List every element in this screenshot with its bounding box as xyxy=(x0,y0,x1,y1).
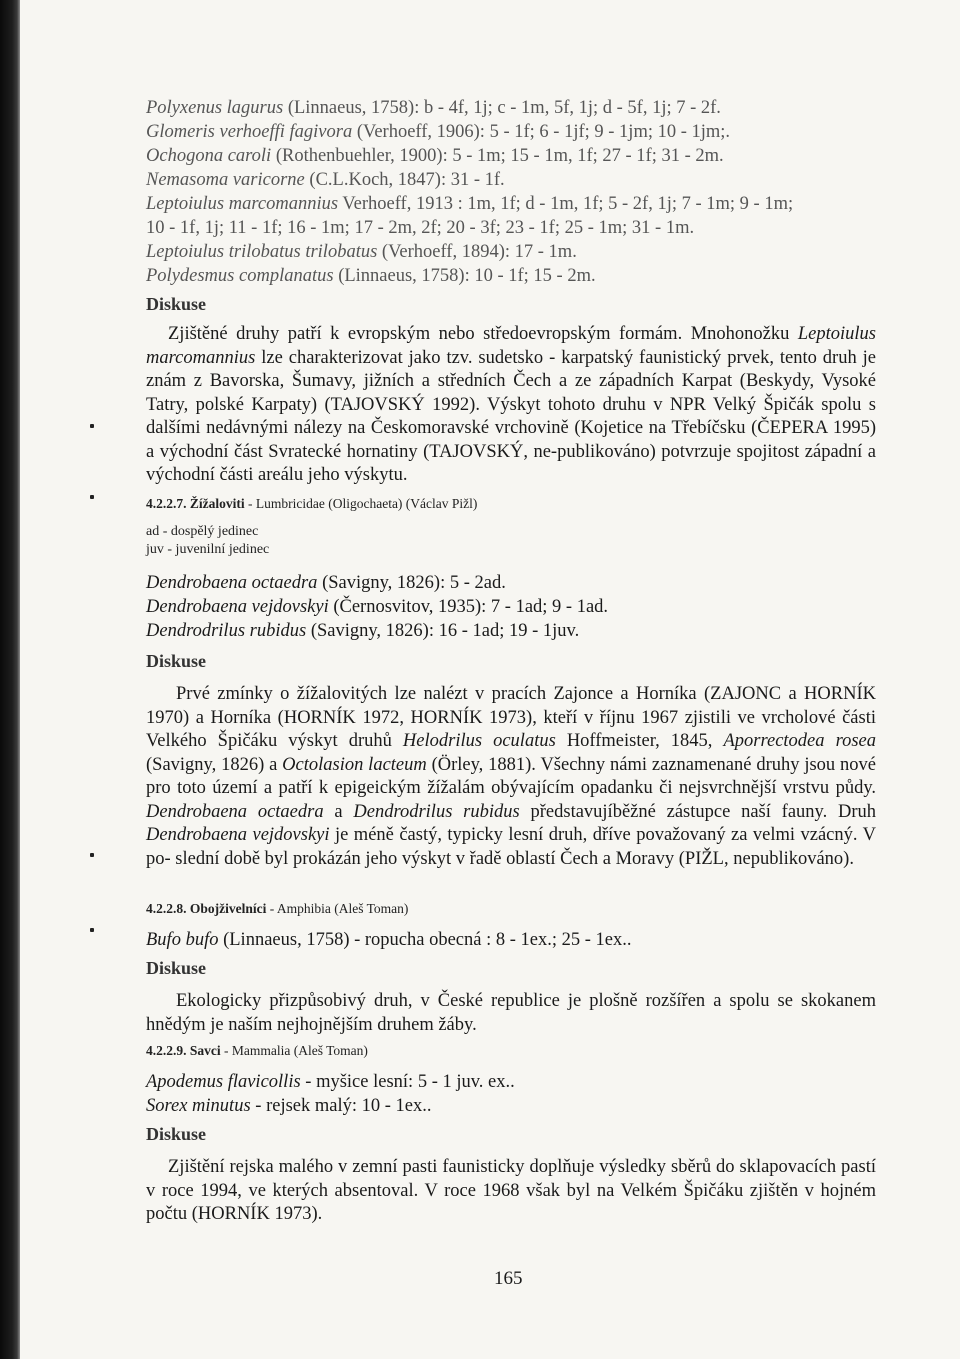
species-record xyxy=(146,169,876,191)
species-record xyxy=(146,193,876,215)
species-name: Dendrodrilus rubidus xyxy=(146,621,307,641)
species-name: Sorex minutus xyxy=(146,1096,251,1116)
species-record xyxy=(146,596,876,618)
species-name: Dendrodrilus rubidus xyxy=(353,801,520,822)
species-name: Glomeris verhoeffi fagivora xyxy=(146,122,353,142)
species-details: (Savigny, 1826): 5 - 2ad. xyxy=(317,573,506,593)
species-details: - rejsek malý: 10 - 1ex.. xyxy=(250,1096,432,1116)
species-name: Apodemus flavicollis xyxy=(146,1072,301,1092)
species-details: (C.L.Koch, 1847): 31 - 1f. xyxy=(304,170,505,190)
discussion-heading: Diskuse xyxy=(146,1124,207,1144)
species-details: (Rothenbuehler, 1900): 5 - 1m; 15 - 1m, 1f; 27 - 1f; 31 - 2m. xyxy=(271,146,724,166)
species-name: Polyxenus lagurus xyxy=(146,98,284,118)
species-name: Dendrobaena vejdovskyi xyxy=(146,597,329,617)
page-number: 165 xyxy=(494,1268,523,1289)
species-name: Nemasoma varicorne xyxy=(146,170,305,190)
discussion-paragraph-earthworms: Prvé zmínky o žížalovitých lze nalézt v pracích Zajonce a Horníka (ZAJONC a HORNÍK 1970) a Horníka (HORNÍK 1972, HORNÍK 1973), kteří v říjnu 1967 zjistili ve vrcholové části Velkého Špičáku výskyt druhů Helodrilus oculatus Hoffmeister, 1845, Aporrectodea rosea (Savigny, 1826) a Octolasion lacteum (Örley, 1881). Všechny námi zaznamenané druhy jsou nové pro toto území a patří k epigeickým žížalám obývajícím opadanku či nejsvrchnější vrstvu půdy. Dendrobaena octaedra a Dendrodrilus rubidus představujíběžné zástupce naší fauny. Druh Dendrobaena vejdovskyi je méně častý, typicky lesní druh, dříve považovaný za velmi vzácný. V po- slední době byl prokázán jeho výskyt v řadě oblastí Čech a Moravy (PIŽL, nepublikováno). xyxy=(146,684,877,869)
species-details: (Linnaeus, 1758) - ropucha obecná : 8 - 1ex.; 25 - 1ex.. xyxy=(218,930,632,950)
section-heading-earthworms: 4.2.2.7. Žížaloviti - Lumbricidae (Oligochaeta) (Václav Pižl) xyxy=(146,496,478,511)
species-name: Dendrobaena octaedra xyxy=(146,801,324,822)
discussion-heading: Diskuse xyxy=(146,651,207,671)
species-name: Dendrobaena vejdovskyi xyxy=(146,825,330,845)
section-heading-mammals: 4.2.2.9. Savci - Mammalia (Aleš Toman) xyxy=(146,1043,368,1058)
species-record xyxy=(146,121,876,143)
discussion-paragraph-amphibians: Ekologicky přizpůsobivý druh, v České republice je plošně rozšířen a spolu se skokanem hnědým je naším nejhojnějším druhem žáby. xyxy=(146,991,876,1035)
species-details: (Verhoeff, 1906): 5 - 1f; 6 - 1jf; 9 - 1jm; 10 - 1jm;. xyxy=(352,122,731,142)
scan-margin-dot xyxy=(90,853,94,857)
legend-item: ad - dospělý jedinec xyxy=(146,524,259,539)
species-name: Dendrobaena octaedra xyxy=(146,573,318,593)
legend-item: juv - juvenilní jedinec xyxy=(146,542,270,557)
species-record xyxy=(146,1071,876,1093)
species-record xyxy=(146,265,876,287)
species-name: Bufo bufo xyxy=(146,930,219,950)
species-name: Leptoiulus trilobatus trilobatus xyxy=(146,242,378,262)
species-record xyxy=(146,145,876,167)
species-name: Leptoiulus marcomannius xyxy=(146,194,339,214)
scan-margin-dot xyxy=(90,928,94,932)
discussion-paragraph-mammals: Zjištění rejska malého v zemní pasti faunisticky doplňuje výsledky sběrů do sklapovacích pastí v roce 1994, ve kterých absentoval. V roce 1968 však byl na Velkém Špičáku zjištěn v hojném počtu (HORNÍK 1973). xyxy=(146,1157,876,1224)
species-record xyxy=(146,620,876,642)
scan-margin-dot xyxy=(90,424,94,428)
species-name: Helodrilus oculatus xyxy=(402,731,556,751)
species-record xyxy=(146,241,876,263)
species-record xyxy=(146,97,876,119)
species-details: (Linnaeus, 1758): 10 - 1f; 15 - 2m. xyxy=(333,266,596,286)
species-name: Leptoiulus marcomannius xyxy=(146,324,876,368)
species-details: (Verhoeff, 1894): 17 - 1m. xyxy=(377,242,577,262)
species-details: (Černosvitov, 1935): 7 - 1ad; 9 - 1ad. xyxy=(328,597,609,617)
discussion-paragraph-millipedes: Zjištěné druhy patří k evropským nebo středoevropským formám. Mnohonožku Leptoiulus marcomannius lze charakterizovat jako tzv. sudetsko - karpatský faunistický prvek, tento druh je znám z Bavorska, Šumavy, jižních a středních Čech a ze západních Karpat (Beskydy, Vysoké Tatry, polské Karpaty) (TAJOVSKÝ 1992). Výskyt tohoto druhu v NPR Velký Špičák spolu s dalšími nedávnými nálezy na Českomoravské vrchovině (Kojetice na Třebíčsku (ČEPERA 1995) a východní část Svratecké hornatiny (TAJOVSKÝ, ne-publikováno) potvrzuje spojitost západní a východní části areálu jeho výskytu. xyxy=(146,324,876,485)
species-details: - myšice lesní: 5 - 1 juv. ex.. xyxy=(300,1072,515,1092)
species-record xyxy=(146,1095,876,1117)
species-name: Aporrectodea rosea xyxy=(723,731,876,751)
discussion-heading: Diskuse xyxy=(146,294,207,314)
species-name: Polydesmus complanatus xyxy=(146,266,334,286)
species-record xyxy=(146,572,876,594)
section-heading-amphibians: 4.2.2.8. Obojživelníci - Amphibia (Aleš Toman) xyxy=(146,901,409,916)
species-record-continuation xyxy=(146,217,876,239)
species-record xyxy=(146,929,876,951)
species-name: Ochogona caroli xyxy=(146,146,272,166)
scan-margin-dot xyxy=(90,495,94,499)
discussion-heading: Diskuse xyxy=(146,958,207,978)
species-details: (Linnaeus, 1758): b - 4f, 1j; c - 1m, 5f, 1j; d - 5f, 1j; 7 - 2f. xyxy=(283,98,721,118)
species-details: 10 - 1f, 1j; 11 - 1f; 16 - 1m; 17 - 2m, 2f; 20 - 3f; 23 - 1f; 25 - 1m; 31 - 1m. xyxy=(146,218,695,238)
species-details: Verhoeff, 1913 : 1m, 1f; d - 1m, 1f; 5 - 2f, 1j; 7 - 1m; 9 - 1m; xyxy=(338,194,794,214)
species-name: Octolasion lacteum xyxy=(282,754,427,775)
species-details: (Savigny, 1826): 16 - 1ad; 19 - 1juv. xyxy=(306,621,580,641)
